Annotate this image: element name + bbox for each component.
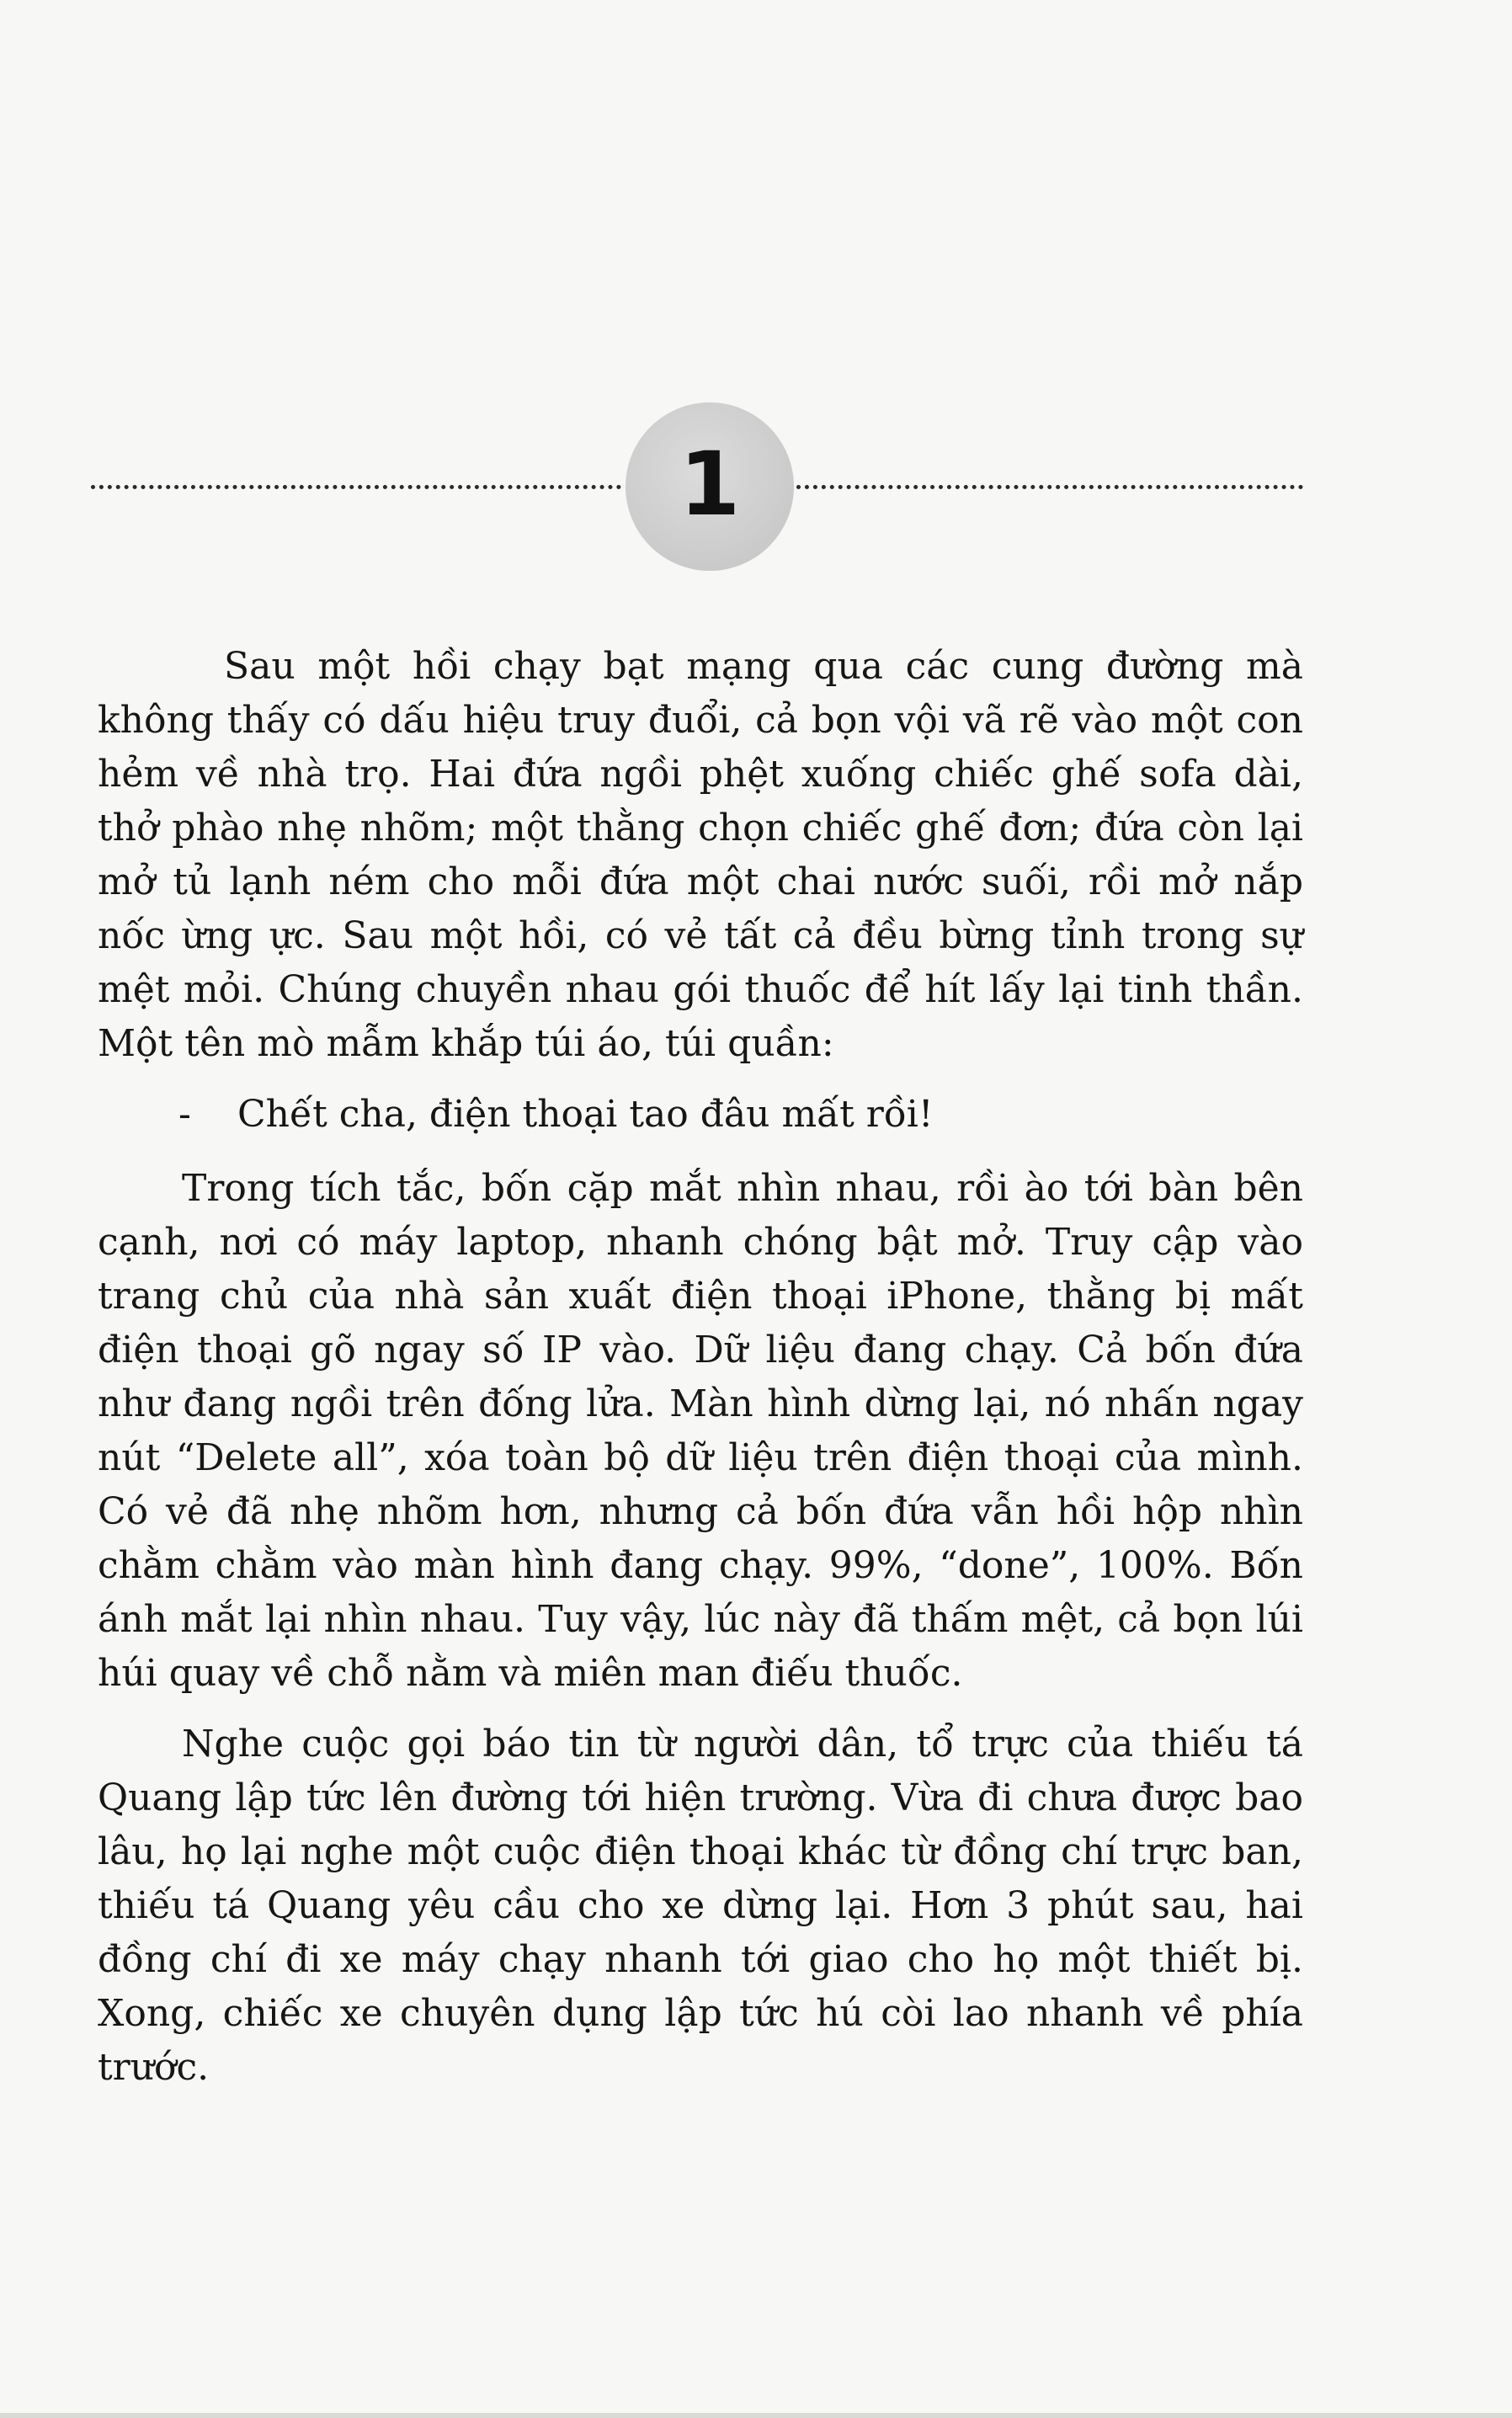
paragraph-3: Nghe cuộc gọi báo tin từ người dân, tổ trực của thiếu tá Quang lập tức lên đường tới hiện trường. Vừa đi chưa được bao lâu, họ lại nghe một cuộc điện thoại khác từ đồng chí trực ban, thiếu tá Quang yêu cầu cho xe dừng lại. Hơn 3 phút sau, hai đồng chí đi xe máy chạy nhanh tới giao cho họ một thiết bị. Xong, chiếc xe chuyên dụng lập tức hú còi lao nhanh về phía trước. — [98, 1723, 1303, 2089]
dotted-rule-right — [796, 485, 1303, 489]
chapter-number-badge — [626, 402, 794, 571]
chapter-body — [98, 640, 1303, 2112]
dialogue-line — [98, 1088, 1303, 1142]
paragraph-2: Trong tích tắc, bốn cặp mắt nhìn nhau, rồi ào tới bàn bên cạnh, nơi có máy laptop, nhanh chóng bật mở. Truy cập vào trang chủ của nhà sản xuất điện thoại iPhone, thằng bị mất điện thoại gõ ngay số IP vào. Dữ liệu đang chạy. Cả bốn đứa như đang ngồi trên đống lửa. Màn hình dừng lại, nó nhấn ngay nút “Delete all”, xóa toàn bộ dữ liệu trên điện thoại của mình. Có vẻ đã nhẹ nhõm hơn, nhưng cả bốn đứa vẫn hồi hộp nhìn chằm chằm vào màn hình đang chạy. 99%, “done”, 100%. Bốn ánh mắt lại nhìn nhau. Tuy vậy, lúc này đã thấm mệt, cả bọn lúi húi quay về chỗ nằm và miên man điếu thuốc. — [98, 1167, 1303, 1695]
paragraph-1: Sau một hồi chạy bạt mạng qua các cung đường mà không thấy có dấu hiệu truy đuổi, cả bọn vội vã rẽ vào một con hẻm về nhà trọ. Hai đứa ngồi phệt xuống chiếc ghế sofa dài, thở phào nhẹ nhõm; một thằng chọn chiếc ghế đơn; đứa còn lại mở tủ lạnh ném cho mỗi đứa một chai nước suối, rồi mở nắp nốc ừng ực. Sau một hồi, có vẻ tất cả đều bừng tỉnh trong sự mệt mỏi. Chúng chuyền nhau gói thuốc để hít lấy lại tinh thần. Một tên mò mẫm khắp túi áo, túi quần: — [98, 645, 1303, 1065]
page-bottom-edge — [0, 2413, 1512, 2418]
chapter-number: 1 — [679, 433, 741, 535]
dotted-rule-left — [91, 485, 621, 489]
dialogue-text: Chết cha, điện thoại tao đâu mất rồi! — [237, 1093, 934, 1136]
chapter-heading — [91, 402, 1303, 588]
dialogue-dash: - — [178, 1093, 191, 1136]
